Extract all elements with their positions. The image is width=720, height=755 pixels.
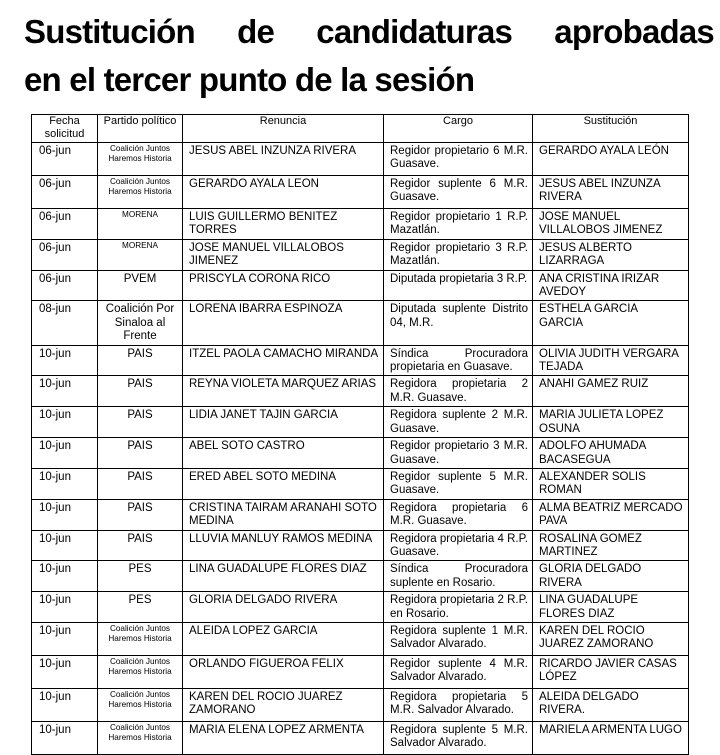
cell-fecha: 06-jun [32,209,98,240]
cell-cargo: Diputada propietaria 3 R.P. [384,270,533,301]
cell-fecha: 10-jun [32,499,98,530]
cell-renuncia: ALEIDA LOPEZ GARCIA [183,622,384,655]
cell-partido: Coalición Por Sinaloa al Frente [98,301,183,345]
cell-partido: Coalición Juntos Haremos Historia [98,721,183,754]
cell-cargo: Regidor propietario 1 R.P. Mazatlán. [384,209,533,240]
cell-fecha: 10-jun [32,530,98,561]
table-row [32,655,689,688]
cell-partido: PAIS [98,530,183,561]
cell-sustitucion: JESUS ABEL INZUNZA RIVERA [533,176,689,209]
table-row [32,301,689,345]
table-row [32,209,689,240]
cell-sustitucion: ANAHI GAMEZ RUIZ [533,376,689,407]
cell-cargo: Regidora propietaria 2 M.R. Guasave. [384,376,533,407]
cell-sustitucion: ALMA BEATRIZ MERCADO PAVA [533,499,689,530]
cell-fecha: 10-jun [32,655,98,688]
cell-fecha: 10-jun [32,376,98,407]
cell-renuncia: LLUVIA MANLUY RAMOS MEDINA [183,530,384,561]
cell-partido: Coalición Juntos Haremos Historia [98,655,183,688]
cell-partido: PAIS [98,468,183,499]
cell-cargo: Síndica Procuradora suplente en Rosario. [384,561,533,592]
cell-sustitucion: KAREN DEL ROCIO JUAREZ ZAMORANO [533,622,689,655]
cell-partido: PES [98,592,183,623]
cell-renuncia: PRISCYLA CORONA RICO [183,270,384,301]
header-renuncia: Renuncia [183,115,384,143]
cell-partido: Coalición Juntos Haremos Historia [98,622,183,655]
table-row [32,176,689,209]
cell-cargo: Regidor propietario 3 M.R. Guasave. [384,438,533,469]
cell-sustitucion: ALEXANDER SOLIS ROMAN [533,468,689,499]
cell-cargo: Síndica Procuradora propietaria en Guasave. [384,345,533,376]
cell-sustitucion: MARIELA ARMENTA LUGO [533,721,689,754]
cell-partido: PES [98,561,183,592]
cell-cargo: Regidora propietaria 6 M.R. Guasave. [384,499,533,530]
table-row [32,468,689,499]
cell-sustitucion: JOSE MANUEL VILLALOBOS JIMENEZ [533,209,689,240]
cell-fecha: 10-jun [32,622,98,655]
cell-fecha: 10-jun [32,592,98,623]
cell-fecha: 10-jun [32,345,98,376]
cell-fecha: 10-jun [32,468,98,499]
cell-cargo: Regidor propietario 6 M.R. Guasave. [384,143,533,176]
cell-cargo: Regidor propietario 3 R.P. Mazatlán. [384,239,533,270]
cell-fecha: 06-jun [32,270,98,301]
page-title-line-2: en el tercer punto de la sesión [24,61,475,98]
cell-renuncia: ERED ABEL SOTO MEDINA [183,468,384,499]
cell-renuncia: ITZEL PAOLA CAMACHO MIRANDA [183,345,384,376]
cell-sustitucion: GLORIA DELGADO RIVERA [533,561,689,592]
cell-fecha: 10-jun [32,688,98,721]
cell-sustitucion: ROSALINA GOMEZ MARTINEZ [533,530,689,561]
cell-renuncia: LUIS GUILLERMO BENITEZ TORRES [183,209,384,240]
table-row [32,592,689,623]
page-title [24,8,714,104]
cell-sustitucion: ALEIDA DELGADO RIVERA. [533,688,689,721]
cell-renuncia: ABEL SOTO CASTRO [183,438,384,469]
cell-partido: Coalición Juntos Haremos Historia [98,176,183,209]
cell-sustitucion: ANA CRISTINA IRIZAR AVEDOY [533,270,689,301]
substitutions-table [31,114,689,755]
cell-partido: MORENA [98,209,183,240]
table-row [32,530,689,561]
cell-partido: PAIS [98,345,183,376]
cell-cargo: Regidora suplente 2 M.R. Guasave. [384,407,533,438]
table-row [32,376,689,407]
cell-sustitucion: GERARDO AYALA LEÓN [533,143,689,176]
cell-sustitucion: ESTHELA GARCIA GARCIA [533,301,689,345]
cell-cargo: Regidora propietaria 4 R.P. Guasave. [384,530,533,561]
header-sustitucion: Sustitución [533,115,689,143]
table-row [32,407,689,438]
cell-cargo: Regidor suplente 4 M.R. Salvador Alvarado. [384,655,533,688]
cell-cargo: Diputada suplente Distrito 04, M.R. [384,301,533,345]
table-row [32,561,689,592]
table-header-row [32,115,689,143]
table-row [32,622,689,655]
cell-sustitucion: ADOLFO AHUMADA BACASEGUA [533,438,689,469]
cell-fecha: 06-jun [32,143,98,176]
header-partido: Partido político [98,115,183,143]
cell-cargo: Regidor suplente 6 M.R. Guasave. [384,176,533,209]
cell-renuncia: JOSE MANUEL VILLALOBOS JIMENEZ [183,239,384,270]
cell-fecha: 10-jun [32,561,98,592]
cell-renuncia: LIDIA JANET TAJIN GARCIA [183,407,384,438]
cell-fecha: 06-jun [32,239,98,270]
cell-renuncia: LINA GUADALUPE FLORES DIAZ [183,561,384,592]
cell-cargo: Regidora propietaria 2 R.P. en Rosario. [384,592,533,623]
cell-partido: PAIS [98,376,183,407]
cell-fecha: 10-jun [32,438,98,469]
page-title-line-1: Sustitución de candidaturas aprobadas [24,13,714,50]
cell-sustitucion: JESUS ALBERTO LIZARRAGA [533,239,689,270]
cell-fecha: 08-jun [32,301,98,345]
table-row [32,143,689,176]
cell-renuncia: ORLANDO FIGUEROA FELIX [183,655,384,688]
cell-cargo: Regidora suplente 1 M.R. Salvador Alvarado. [384,622,533,655]
cell-renuncia: CRISTINA TAIRAM ARANAHI SOTO MEDINA [183,499,384,530]
table-row [32,499,689,530]
cell-cargo: Regidor suplente 5 M.R. Guasave. [384,468,533,499]
cell-cargo: Regidora suplente 5 M.R. Salvador Alvarado. [384,721,533,754]
cell-renuncia: GERARDO AYALA LEON [183,176,384,209]
cell-partido: Coalición Juntos Haremos Historia [98,143,183,176]
cell-sustitucion: MARIA JULIETA LOPEZ OSUNA [533,407,689,438]
cell-renuncia: REYNA VIOLETA MARQUEZ ARIAS [183,376,384,407]
table-row [32,270,689,301]
cell-fecha: 06-jun [32,176,98,209]
table-row [32,239,689,270]
cell-renuncia: MARIA ELENA LOPEZ ARMENTA [183,721,384,754]
table-row [32,721,689,754]
cell-renuncia: LORENA IBARRA ESPINOZA [183,301,384,345]
cell-fecha: 10-jun [32,721,98,754]
cell-sustitucion: OLIVIA JUDITH VERGARA TEJADA [533,345,689,376]
cell-partido: MORENA [98,239,183,270]
cell-renuncia: GLORIA DELGADO RIVERA [183,592,384,623]
cell-partido: Coalición Juntos Haremos Historia [98,688,183,721]
table-row [32,345,689,376]
table-row [32,688,689,721]
cell-cargo: Regidora propietaria 5 M.R. Salvador Alvarado. [384,688,533,721]
cell-partido: PAIS [98,407,183,438]
cell-sustitucion: RICARDO JAVIER CASAS LÓPEZ [533,655,689,688]
cell-fecha: 10-jun [32,407,98,438]
table-row [32,438,689,469]
cell-sustitucion: LINA GUADALUPE FLORES DIAZ [533,592,689,623]
cell-partido: PAIS [98,499,183,530]
cell-renuncia: KAREN DEL ROCIO JUAREZ ZAMORANO [183,688,384,721]
cell-renuncia: JESUS ABEL INZUNZA RIVERA [183,143,384,176]
cell-partido: PVEM [98,270,183,301]
cell-partido: PAIS [98,438,183,469]
header-fecha: Fecha solicitud [32,115,98,143]
header-cargo: Cargo [384,115,533,143]
